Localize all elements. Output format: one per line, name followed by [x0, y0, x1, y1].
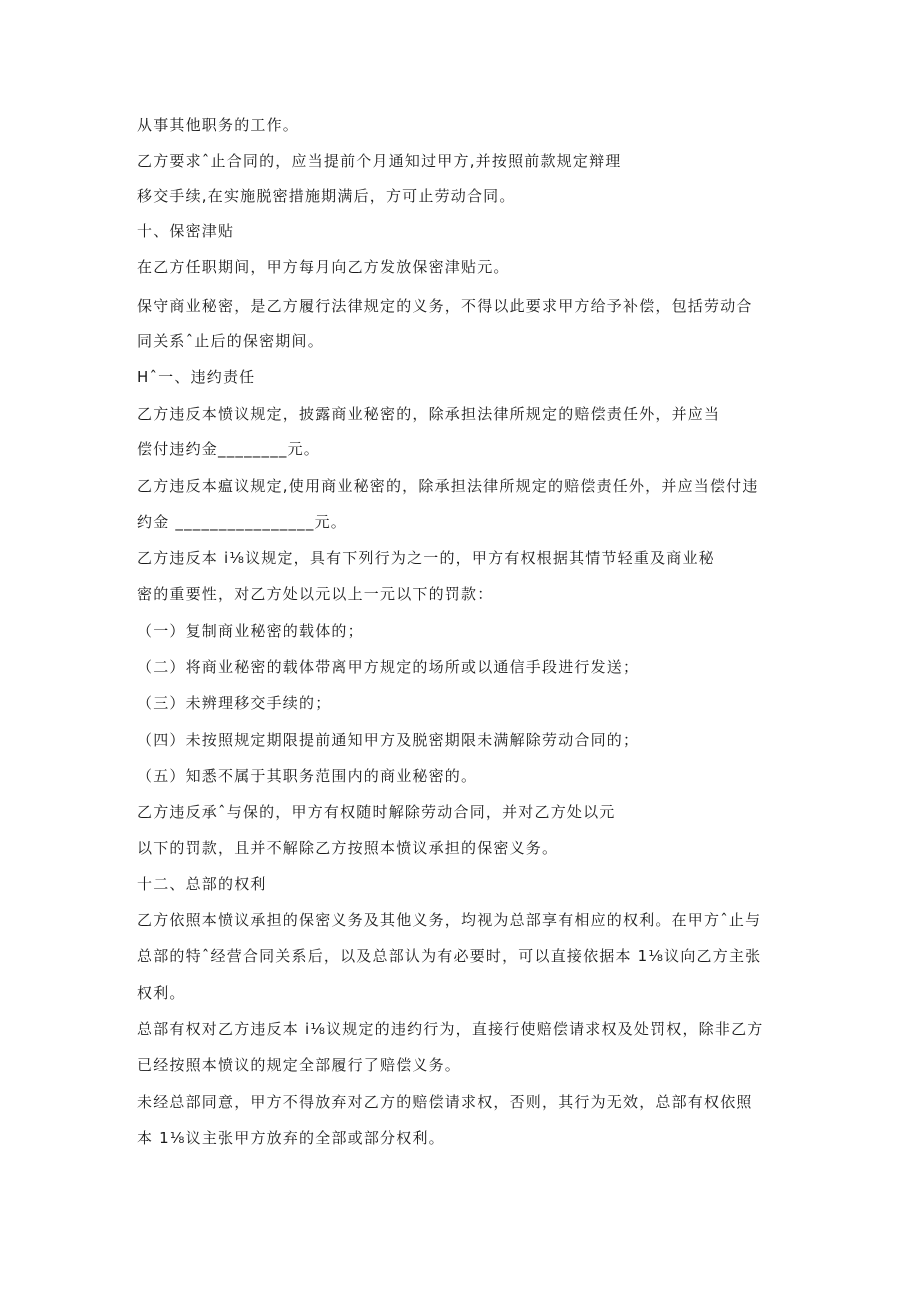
text-line: 总部的特ˆ经营合同关系后，以及总部认为有必要时，可以直接依据本 1⅛议向乙方主张 [137, 947, 762, 965]
text-line: 乙方违反承ˆ与保的，甲方有权随时解除劳动合同，并对乙方处以元 [137, 803, 616, 821]
text-line: 乙方违反本瘟议规定,使用商业秘密的，除承担法律所规定的赔偿责任外，并应当偿付违 [137, 477, 759, 495]
section-heading-10: 十、保密津贴 [137, 222, 235, 240]
section-heading-11: Hˆ一、违约责任 [137, 368, 256, 386]
text-line: 偿付违约金________元。 [137, 440, 321, 458]
text-line: 约金 ________________元。 [137, 513, 347, 531]
list-item: （四）未按照规定期限提前通知甲方及脱密期限未满解除劳动合同的； [137, 731, 640, 749]
text-line: 密的重要性，对乙方处以元以上一元以下的罚款： [137, 585, 494, 603]
text-line: 从事其他职务的工作。 [137, 116, 300, 134]
text-line: 同关系ˆ止后的保密期间。 [137, 332, 324, 350]
text-line: 权利。 [137, 984, 186, 1002]
list-item: （五）知悉不属于其职务范围内的商业秘密的。 [137, 767, 478, 785]
text-line: 已经按照本愤议的规定全部履行了赔偿义务。 [137, 1056, 462, 1074]
text-line: 保守商业秘密，是乙方履行法律规定的义务，不得以此要求甲方给予补偿，包括劳动合 [137, 297, 753, 315]
text-line: 乙方违反本愤议规定，披露商业秘密的，除承担法律所规定的赔偿责任外，并应当 [137, 405, 721, 423]
text-line: 总部有权对乙方违反本 i⅛议规定的违约行为，直接行使赔偿请求权及处罚权，除非乙方 [137, 1020, 764, 1038]
list-item: （二）将商业秘密的载体带离甲方规定的场所或以通信手段进行发送； [137, 658, 640, 676]
text-line: 移交手续,在实施脱密措施期满后，方可止劳动合同。 [137, 187, 516, 205]
text-line: 未经总部同意，甲方不得放弃对乙方的赔偿请求权，否则，其行为无效，总部有权依照 [137, 1093, 753, 1111]
text-line: 以下的罚款，且并不解除乙方按照本愤议承担的保密义务。 [137, 839, 559, 857]
text-line: 乙方要求ˆ止合同的，应当提前个月通知过甲方,并按照前款规定辩理 [137, 152, 622, 170]
list-item: （一）复制商业秘密的载体的； [137, 622, 364, 640]
section-heading-12: 十二、总部的权利 [137, 875, 267, 893]
text-line: 本 1⅛议主张甲方放弃的全部或部分权利。 [137, 1129, 445, 1147]
text-line: 乙方依照本愤议承担的保密义务及其他义务，均视为总部享有相应的权利。在甲方ˆ止与 [137, 911, 762, 929]
list-item: （三）未辨理移交手续的； [137, 694, 332, 712]
text-line: 在乙方任职期间，甲方每月向乙方发放保密津贴元。 [137, 258, 510, 276]
text-line: 乙方违反本 i⅛议规定，具有下列行为之一的，甲方有权根据其情节轻重及商业秘 [137, 549, 715, 567]
